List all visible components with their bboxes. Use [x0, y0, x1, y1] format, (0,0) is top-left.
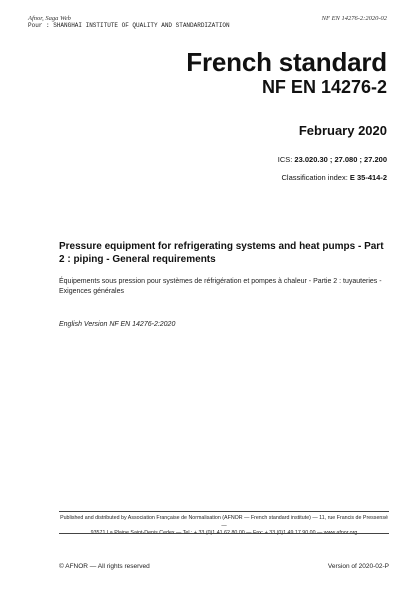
publisher-divider-bottom	[59, 533, 389, 534]
ics-label: ICS:	[277, 155, 295, 164]
french-title: Équipements sous pression pour systèmes de réfrigération et pompes à chaleur - Partie 2 : tuyauteries - Exigences générales	[59, 278, 382, 295]
publisher-line-2: 93571 La Plaine Saint-Denis Cedex — Tel.: + 33 (0)1 41 62 80 00 — Fax: + 33 (0)1 49 17 90 00 — www.afnor.org	[90, 530, 358, 536]
publisher-info	[59, 515, 389, 538]
copyright-notice: © AFNOR — All rights reserved	[59, 563, 150, 570]
english-version: English Version NF EN 14276-2:2020	[59, 321, 176, 328]
english-title: Pressure equipment for refrigerating systems and heat pumps - Part 2 : piping - General requirements	[59, 241, 384, 265]
header-source: Afnor, Saga Web	[28, 15, 71, 22]
version-label: Version of 2020-02-P	[327, 563, 389, 570]
ics-line	[278, 155, 387, 164]
publisher-divider-top	[59, 511, 389, 512]
header-reference: NF EN 14276-2:2020-02	[321, 15, 387, 22]
ics-value: 23.020.30 ; 27.080 ; 27.200	[294, 155, 387, 164]
classification-label: Classification index:	[281, 173, 350, 182]
header-licensee: Pour : SHANGHAI INSTITUTE OF QUALITY AND STANDARDIZATION	[28, 22, 230, 29]
standard-number: NF EN 14276-2	[261, 77, 387, 97]
classification-line	[282, 173, 387, 182]
classification-value: E 35-414-2	[349, 173, 387, 182]
page-title: French standard	[186, 47, 387, 77]
publisher-line-1: Published and distributed by Association Française de Normalisation (AFNOR — French standard institute) — 11, rue Francis de Pressensé —	[60, 515, 388, 529]
publication-date: February 2020	[298, 123, 387, 138]
